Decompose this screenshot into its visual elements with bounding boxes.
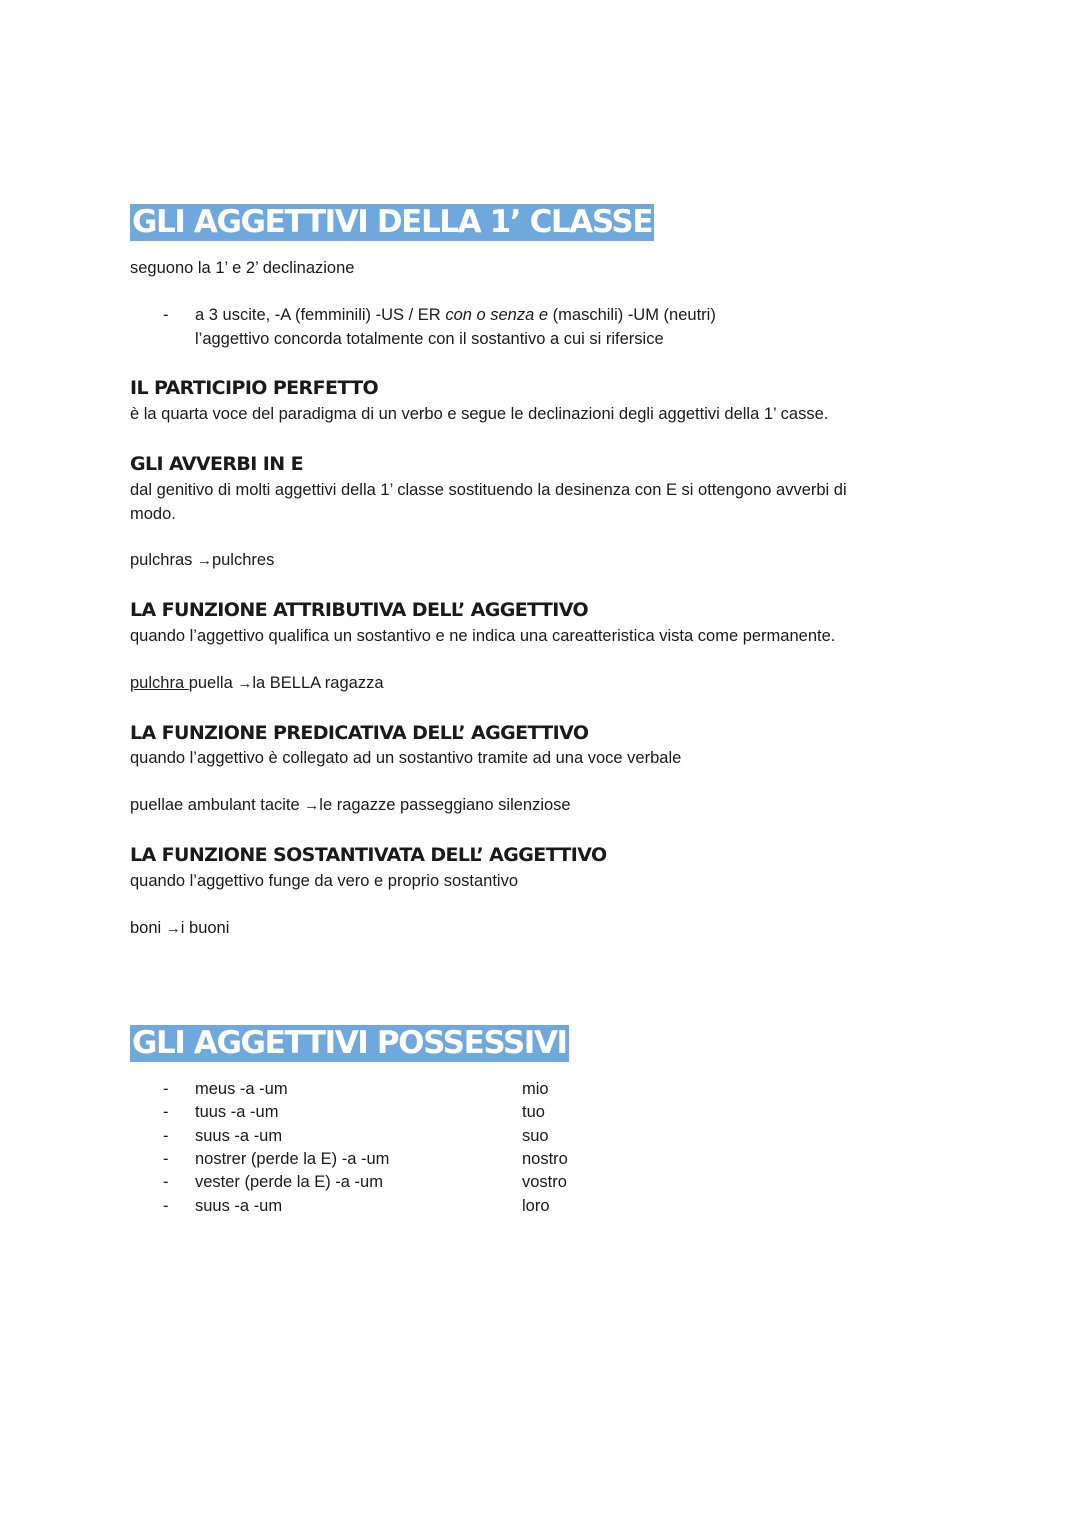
example-translation: pulchres: [211, 551, 275, 569]
list-item-italian: mio: [522, 1080, 549, 1098]
list-item-latin: suus -a -um: [195, 1197, 283, 1215]
subsection-title: LA FUNZIONE PREDICATIVA DELL’ AGGETTIVO: [130, 722, 589, 744]
bullet-dash: -: [163, 306, 169, 324]
example-underlined: pulchra: [130, 674, 189, 692]
list-dash: -: [163, 1197, 169, 1215]
example-latin: boni: [130, 919, 166, 937]
subsection-title: LA FUNZIONE ATTRIBUTIVA DELL’ AGGETTIVO: [130, 599, 589, 621]
list-item-italian: vostro: [522, 1173, 567, 1191]
bullet-line-1: [195, 305, 716, 325]
subsection-text: modo.: [130, 505, 176, 523]
subsection-text: quando l’aggettivo funge da vero e proprio sostantivo: [130, 872, 519, 890]
list-item-italian: nostro: [522, 1150, 568, 1168]
example-latin: puellae ambulant tacite: [130, 796, 305, 814]
example-line: [130, 795, 571, 816]
arrow-icon: →: [304, 797, 320, 814]
bullet-italic-text: con o senza e: [445, 306, 549, 324]
list-dash: -: [163, 1080, 169, 1098]
list-item-latin: suus -a -um: [195, 1127, 283, 1145]
list-dash: -: [163, 1150, 169, 1168]
arrow-icon: →: [237, 675, 253, 692]
list-dash: -: [163, 1173, 169, 1191]
list-item-italian: tuo: [522, 1103, 545, 1121]
list-item-latin: nostrer (perde la E) -a -um: [195, 1150, 390, 1168]
subsection-title: GLI AVVERBI IN E: [130, 453, 303, 475]
list-dash: -: [163, 1127, 169, 1145]
bullet-line-2: l’aggettivo concorda totalmente con il sostantivo a cui si rifersice: [195, 330, 664, 348]
example-translation: i buoni: [180, 919, 230, 937]
subsection-text: dal genitivo di molti aggettivi della 1’ classe sostituendo la desinenza con E si ottengono avverbi di: [130, 481, 847, 499]
subsection-text: quando l’aggettivo è collegato ad un sostantivo tramite ad una voce verbale: [130, 749, 682, 767]
example-translation: la BELLA ragazza: [252, 674, 384, 692]
subsection-text: è la quarta voce del paradigma di un verbo e segue le declinazioni degli aggettivi della 1’ casse.: [130, 405, 829, 423]
example-line: [130, 673, 384, 694]
example-latin: puella: [188, 674, 238, 692]
example-line: [130, 550, 274, 571]
bullet-text: a 3 uscite, -A (femminili) -US / ER: [195, 306, 446, 324]
list-item-latin: meus -a -um: [195, 1080, 288, 1098]
section-title: GLI AGGETTIVI POSSESSIVI: [132, 1025, 567, 1061]
arrow-icon: →: [196, 552, 212, 569]
list-item-italian: suo: [522, 1127, 549, 1145]
section-intro: seguono la 1’ e 2’ declinazione: [130, 259, 355, 277]
list-item-latin: tuus -a -um: [195, 1103, 279, 1121]
example-line: [130, 918, 229, 939]
subsection-title: IL PARTICIPIO PERFETTO: [130, 377, 379, 399]
list-item-italian: loro: [522, 1197, 550, 1215]
section-title: GLI AGGETTIVI DELLA 1’ CLASSE: [132, 204, 653, 240]
bullet-text: (maschili) -UM (neutri): [548, 306, 716, 324]
subsection-title: LA FUNZIONE SOSTANTIVATA DELL’ AGGETTIVO: [130, 844, 607, 866]
list-dash: -: [163, 1103, 169, 1121]
example-translation: le ragazze passeggiano silenziose: [319, 796, 571, 814]
subsection-text: quando l’aggettivo qualifica un sostantivo e ne indica una careatteristica vista come permanente.: [130, 627, 836, 645]
list-item-latin: vester (perde la E) -a -um: [195, 1173, 383, 1191]
example-latin: pulchras: [130, 551, 197, 569]
arrow-icon: →: [165, 920, 181, 937]
